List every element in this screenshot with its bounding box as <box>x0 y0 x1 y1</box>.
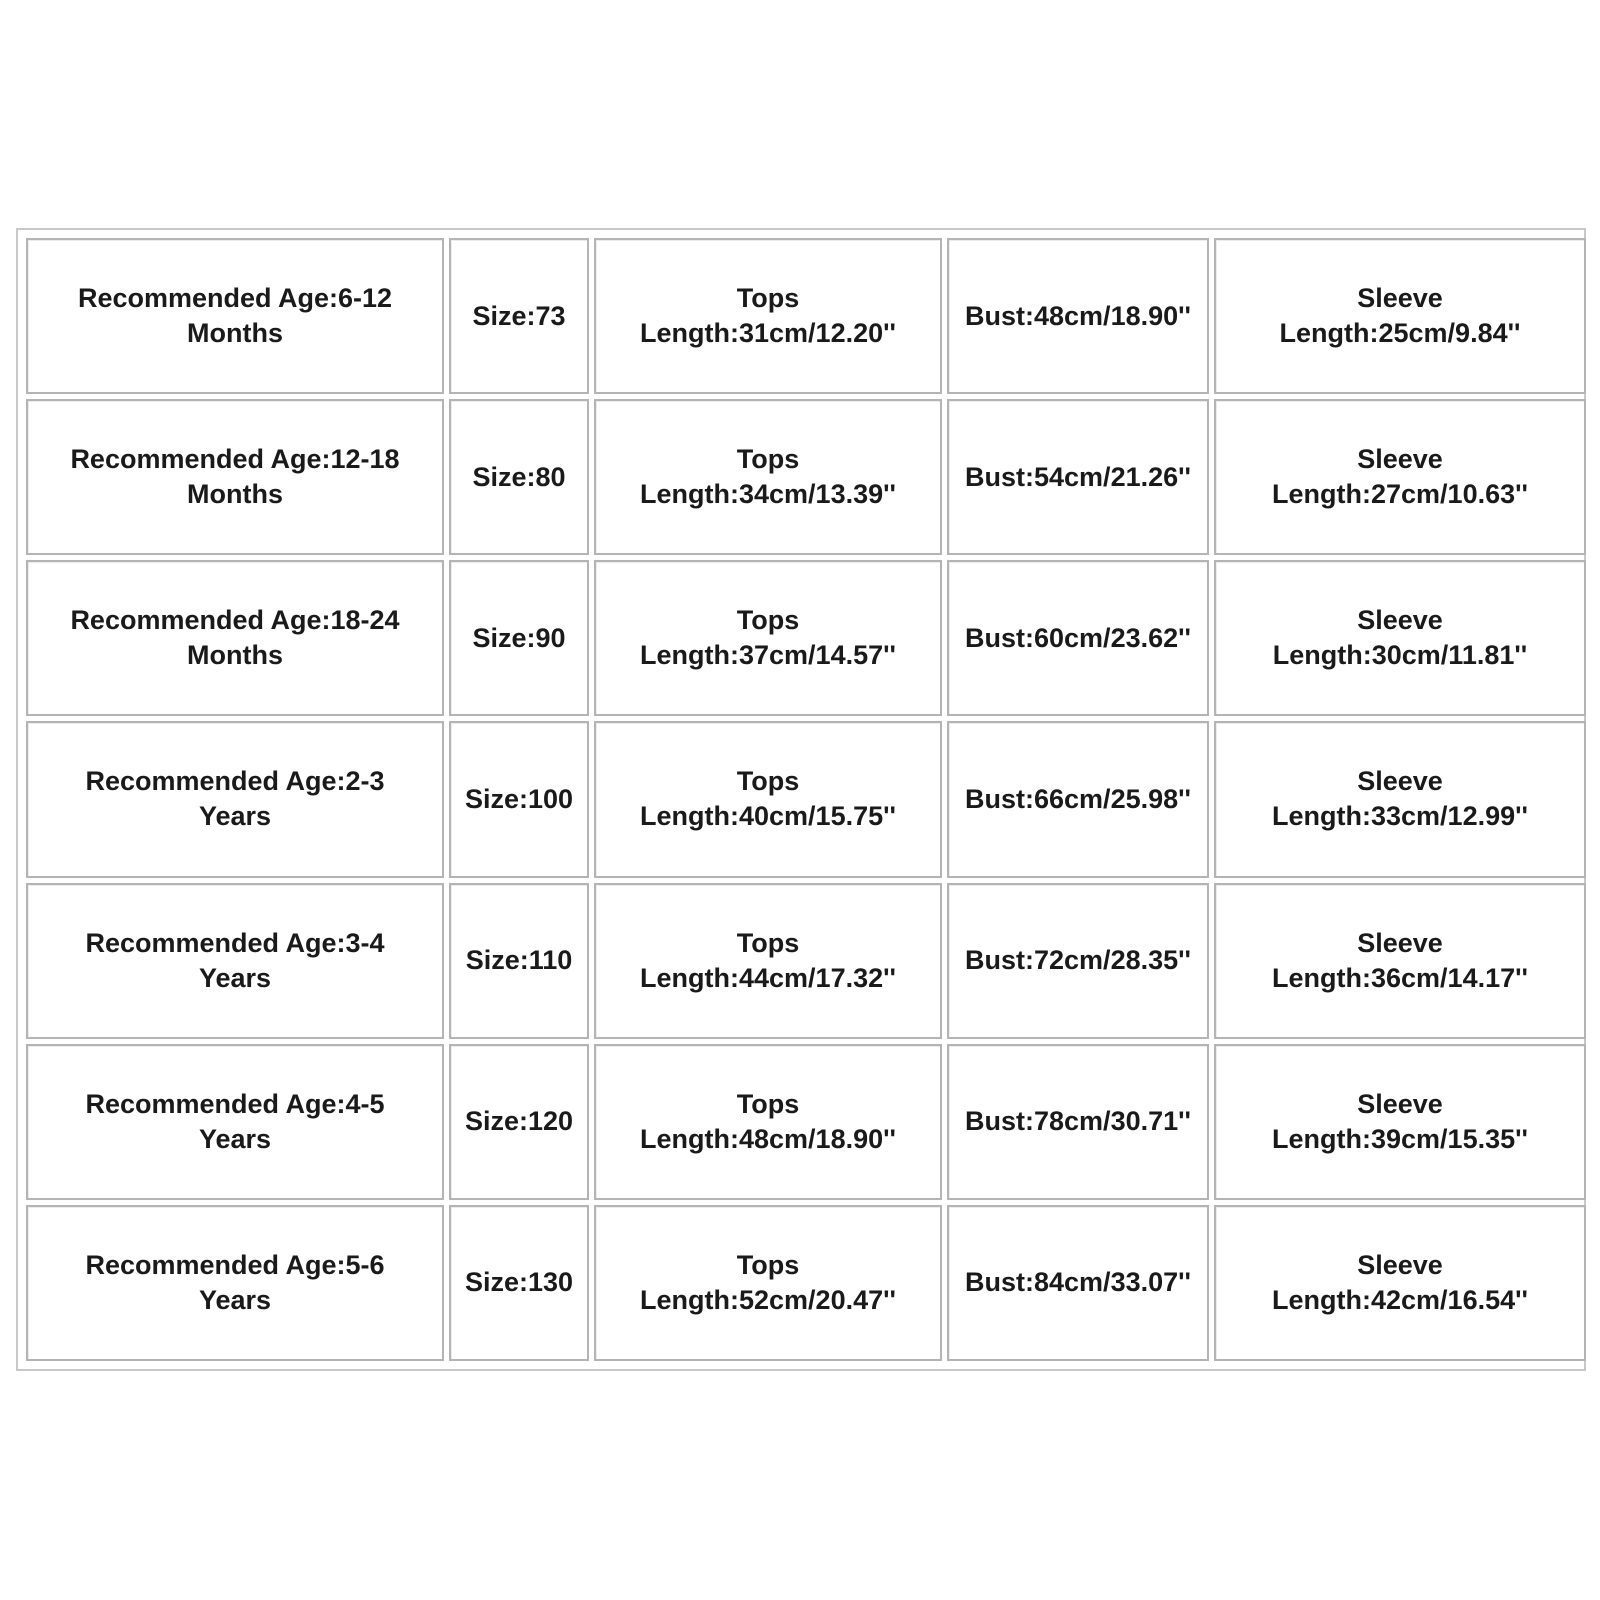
sleeve-label: Sleeve <box>1357 927 1443 958</box>
sleeve-length-value: Length:27cm/10.63'' <box>1272 479 1528 510</box>
sleeve-length-value: Length:33cm/12.99'' <box>1272 801 1528 832</box>
age-cell <box>26 560 444 716</box>
tops-label: Tops <box>736 283 800 314</box>
age-label: Recommended Age:18-24 <box>70 605 400 636</box>
tops-label: Tops <box>736 766 800 797</box>
sleeve-length-cell <box>1214 721 1586 877</box>
bust-cell: Bust:78cm/30.71'' <box>947 1044 1209 1200</box>
age-cell <box>26 883 444 1039</box>
age-cell <box>26 1044 444 1200</box>
bust-cell: Bust:60cm/23.62'' <box>947 560 1209 716</box>
tops-length-cell <box>594 560 942 716</box>
size-chart <box>16 228 1586 1371</box>
size-cell: Size:73 <box>449 238 589 394</box>
table-row <box>26 560 1586 716</box>
age-unit: Years <box>198 1123 272 1154</box>
sleeve-label: Sleeve <box>1357 444 1443 475</box>
age-unit: Years <box>198 1284 272 1315</box>
tops-length-cell <box>594 721 942 877</box>
size-cell: Size:130 <box>449 1205 589 1361</box>
table-row <box>26 238 1586 394</box>
sleeve-length-value: Length:30cm/11.81'' <box>1272 640 1528 671</box>
sleeve-label: Sleeve <box>1357 283 1443 314</box>
sleeve-length-cell <box>1214 399 1586 555</box>
tops-length-value: Length:44cm/17.32'' <box>640 962 896 993</box>
tops-length-cell <box>594 1044 942 1200</box>
age-label: Recommended Age:4-5 <box>85 1088 385 1119</box>
bust-cell: Bust:72cm/28.35'' <box>947 883 1209 1039</box>
tops-length-value: Length:40cm/15.75'' <box>640 801 896 832</box>
age-cell <box>26 1205 444 1361</box>
size-cell: Size:110 <box>449 883 589 1039</box>
table-row <box>26 883 1586 1039</box>
sleeve-label: Sleeve <box>1357 605 1443 636</box>
table-row <box>26 399 1586 555</box>
tops-length-value: Length:34cm/13.39'' <box>640 479 896 510</box>
bust-cell: Bust:48cm/18.90'' <box>947 238 1209 394</box>
sleeve-length-cell <box>1214 883 1586 1039</box>
tops-label: Tops <box>736 605 800 636</box>
tops-length-cell <box>594 883 942 1039</box>
size-cell: Size:120 <box>449 1044 589 1200</box>
age-unit: Months <box>187 640 283 671</box>
tops-label: Tops <box>736 927 800 958</box>
tops-length-cell <box>594 238 942 394</box>
tops-label: Tops <box>736 1088 800 1119</box>
sleeve-length-value: Length:42cm/16.54'' <box>1272 1284 1528 1315</box>
tops-label: Tops <box>736 444 800 475</box>
tops-length-cell <box>594 399 942 555</box>
age-unit: Months <box>187 479 283 510</box>
size-cell: Size:80 <box>449 399 589 555</box>
sleeve-label: Sleeve <box>1357 1088 1443 1119</box>
tops-length-cell <box>594 1205 942 1361</box>
tops-length-value: Length:37cm/14.57'' <box>640 640 896 671</box>
age-label: Recommended Age:5-6 <box>85 1249 385 1280</box>
age-label: Recommended Age:2-3 <box>85 766 385 797</box>
age-label: Recommended Age:3-4 <box>85 927 385 958</box>
bust-cell: Bust:54cm/21.26'' <box>947 399 1209 555</box>
sleeve-length-cell <box>1214 1205 1586 1361</box>
tops-length-value: Length:52cm/20.47'' <box>640 1284 896 1315</box>
sleeve-label: Sleeve <box>1357 1249 1443 1280</box>
age-label: Recommended Age:6-12 <box>77 283 393 314</box>
age-unit: Months <box>187 318 283 349</box>
age-unit: Years <box>198 962 272 993</box>
sleeve-length-value: Length:36cm/14.17'' <box>1272 962 1528 993</box>
tops-length-value: Length:48cm/18.90'' <box>640 1123 896 1154</box>
table-row <box>26 1205 1586 1361</box>
age-cell <box>26 399 444 555</box>
size-cell: Size:90 <box>449 560 589 716</box>
sleeve-length-value: Length:39cm/15.35'' <box>1272 1123 1528 1154</box>
sleeve-length-cell <box>1214 560 1586 716</box>
tops-length-value: Length:31cm/12.20'' <box>640 318 896 349</box>
sleeve-label: Sleeve <box>1357 766 1443 797</box>
sleeve-length-cell <box>1214 238 1586 394</box>
tops-label: Tops <box>736 1249 800 1280</box>
age-label: Recommended Age:12-18 <box>70 444 400 475</box>
table-row <box>26 721 1586 877</box>
bust-cell: Bust:66cm/25.98'' <box>947 721 1209 877</box>
size-cell: Size:100 <box>449 721 589 877</box>
sleeve-length-cell <box>1214 1044 1586 1200</box>
bust-cell: Bust:84cm/33.07'' <box>947 1205 1209 1361</box>
sleeve-length-value: Length:25cm/9.84'' <box>1279 318 1521 349</box>
age-cell <box>26 238 444 394</box>
table-row <box>26 1044 1586 1200</box>
size-chart-table <box>21 233 1591 1366</box>
age-unit: Years <box>198 801 272 832</box>
age-cell <box>26 721 444 877</box>
